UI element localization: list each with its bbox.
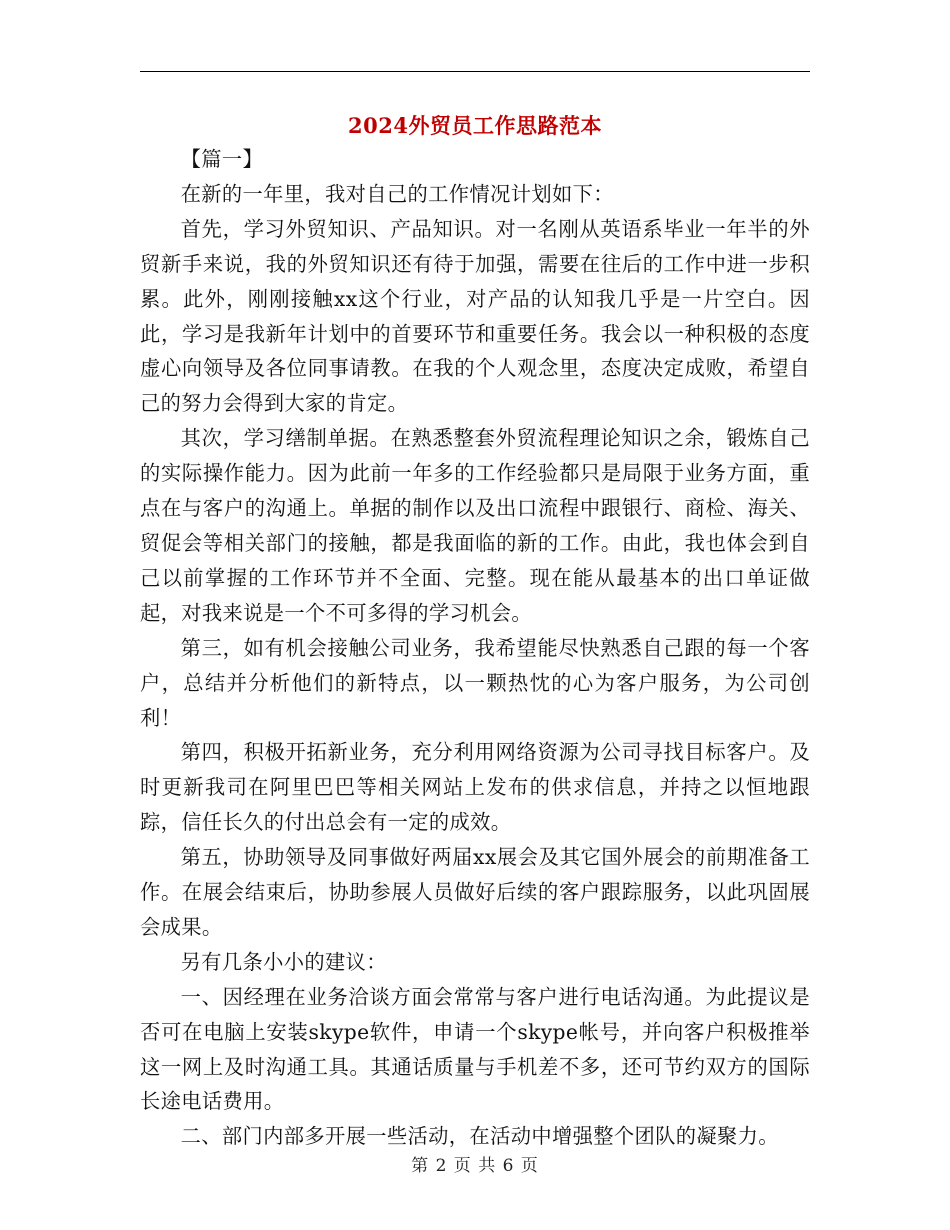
document-body [140, 142, 810, 1154]
paragraph-suggestion-one: 一、因经理在业务洽谈方面会常常与客户进行电话沟通。为此提议是否可在电脑上安装skype软件，申请一个skype帐号，并向客户积极推举这一网上及时沟通工具。其通话质量与手机差不多，还可节约双方的国际长途电话费用。 [140, 984, 810, 1114]
paragraph-suggestions-intro: 另有几条小小的建议： [180, 949, 387, 974]
document-title: 2024外贸员工作思路范本 [348, 113, 602, 138]
paragraph-intro: 在新的一年里，我对自己的工作情况计划如下： [180, 181, 614, 206]
page-footer: 第 2 页 共 6 页 [411, 1156, 539, 1176]
paragraph-second: 其次，学习缮制单据。在熟悉整套外贸流程理论知识之余，锻炼自己的实际操作能力。因为此前一年多的工作经验都只是局限于业务方面，重点在与客户的沟通上。单据的制作以及出口流程中跟银行、商检、海关、贸促会等相关部门的接触，都是我面临的新的工作。由此，我也体会到自己以前掌握的工作环节并不全面、完整。现在能从最基本的出口单证做起，对我来说是一个不可多得的学习机会。 [140, 426, 810, 625]
paragraph-third: 第三，如有机会接触公司业务，我希望能尽快熟悉自己跟的每一个客户，总结并分析他们的新特点，以一颗热忱的心为客户服务，为公司创利！ [140, 635, 810, 730]
header-rule [140, 71, 810, 72]
section-heading: 【篇一】 [180, 147, 264, 171]
paragraph-fourth: 第四，积极开拓新业务，充分利用网络资源为公司寻找目标客户。及时更新我司在阿里巴巴等相关网站上发布的供求信息，并持之以恒地跟踪，信任长久的付出总会有一定的成效。 [140, 740, 810, 835]
paragraph-fifth: 第五，协助领导及同事做好两届xx展会及其它国外展会的前期准备工作。在展会结束后，协助参展人员做好后续的客户跟踪服务，以此巩固展会成果。 [140, 845, 810, 939]
paragraph-first: 首先，学习外贸知识、产品知识。对一名刚从英语系毕业一年半的外贸新手来说，我的外贸知识还有待于加强，需要在往后的工作中进一步积累。此外，刚刚接触xx这个行业，对产品的认知我几乎是一片空白。因此，学习是我新年计划中的首要环节和重要任务。我会以一种积极的态度虚心向领导及各位同事请教。在我的个人观念里，态度决定成败，希望自己的努力会得到大家的肯定。 [140, 216, 810, 416]
paragraph-suggestion-two: 二、部门内部多开展一些活动，在活动中增强整个团队的凝聚力。 [180, 1124, 779, 1149]
